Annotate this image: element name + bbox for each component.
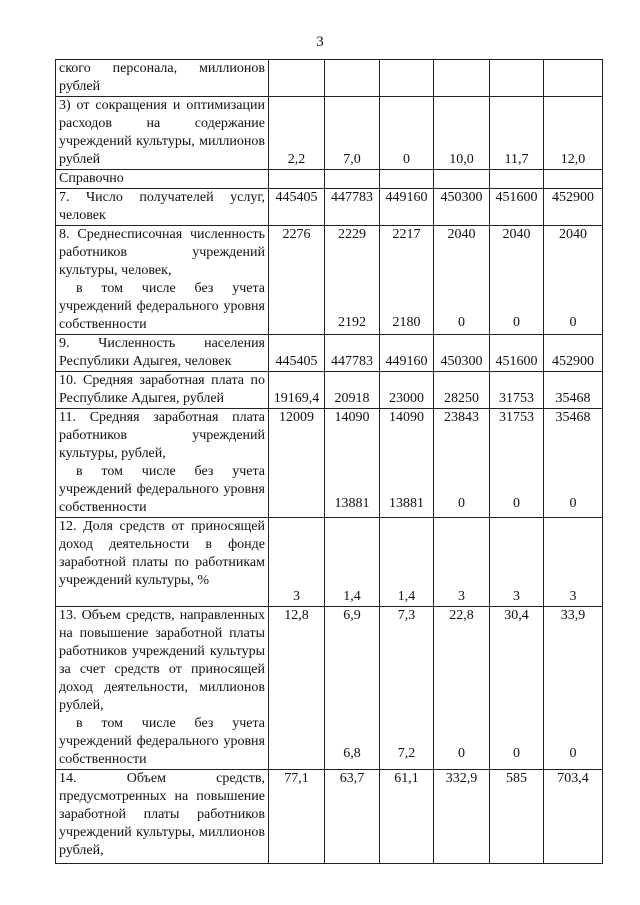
value-cell: 23843 0 bbox=[434, 409, 490, 518]
value-cell: 30,4 0 bbox=[490, 607, 544, 770]
table-row bbox=[56, 770, 603, 864]
table-row bbox=[56, 60, 603, 97]
row-description-sub: в том числе без учета учреждений федерального уровня собственности bbox=[59, 716, 265, 767]
row-description-sub: в том числе без учета учреждений федерального уровня собственности bbox=[59, 464, 265, 515]
value-cell: 452900 bbox=[544, 335, 603, 372]
value-cell: 7,0 bbox=[325, 97, 380, 170]
value-cell: 10,0 bbox=[434, 97, 490, 170]
row-description: 12. Доля средств от приносящей доход деятельности в фонде заработной платы по работникам учреждений культуры, % bbox=[56, 518, 269, 607]
row-description bbox=[56, 607, 269, 770]
value-cell: 2276 bbox=[269, 226, 325, 335]
row-description: ского персонала, миллионов рублей bbox=[56, 60, 269, 97]
value-cell: 14090 13881 bbox=[325, 409, 380, 518]
value-cell: 452900 bbox=[544, 189, 603, 226]
value-cell: 449160 bbox=[380, 189, 434, 226]
value-cell: 77,1 bbox=[269, 770, 325, 864]
table-row bbox=[56, 607, 603, 770]
row-description: 10. Средняя заработная плата по Республике Адыгея, рублей bbox=[56, 372, 269, 409]
value-cell: 0 bbox=[380, 97, 434, 170]
value-cell: 450300 bbox=[434, 335, 490, 372]
value-cell: 1,4 bbox=[380, 518, 434, 607]
value-cell: 31753 bbox=[490, 372, 544, 409]
row-description: 9. Численность населения Республики Адыгея, человек bbox=[56, 335, 269, 372]
value-cell: 12,0 bbox=[544, 97, 603, 170]
value-cell: 2217 2180 bbox=[380, 226, 434, 335]
value-cell: 2040 0 bbox=[544, 226, 603, 335]
value-cell: 2229 2192 bbox=[325, 226, 380, 335]
value-cell: 585 bbox=[490, 770, 544, 864]
table-row bbox=[56, 97, 603, 170]
value-cell: 11,7 bbox=[490, 97, 544, 170]
value-cell: 449160 bbox=[380, 335, 434, 372]
value-cell: 332,9 bbox=[434, 770, 490, 864]
value-cell: 6,9 6,8 bbox=[325, 607, 380, 770]
table-row bbox=[56, 372, 603, 409]
value-cell: 445405 bbox=[269, 189, 325, 226]
value-cell: 14090 13881 bbox=[380, 409, 434, 518]
value-cell: 12,8 bbox=[269, 607, 325, 770]
value-cell: 61,1 bbox=[380, 770, 434, 864]
row-description bbox=[56, 409, 269, 518]
page-number: 3 bbox=[316, 34, 324, 50]
value-cell: 451600 bbox=[490, 189, 544, 226]
value-cell: 7,3 7,2 bbox=[380, 607, 434, 770]
value-cell: 3 bbox=[544, 518, 603, 607]
row-description-sub: в том числе без учета учреждений федерального уровня собственности bbox=[59, 281, 265, 332]
value-cell: 31753 0 bbox=[490, 409, 544, 518]
table-row bbox=[56, 170, 603, 189]
value-cell: 3 bbox=[490, 518, 544, 607]
value-cell: 35468 0 bbox=[544, 409, 603, 518]
row-description: 3) от сокращения и оптимизации расходов на содержание учреждений культуры, миллионов рублей bbox=[56, 97, 269, 170]
value-cell: 33,9 0 bbox=[544, 607, 603, 770]
row-description: 14. Объем средств, предусмотренных на повышение заработной платы работников учреждений культуры, миллионов рублей, bbox=[56, 770, 269, 864]
row-description-main: 13. Объем средств, направленных на повышение заработной платы работников учреждений культуры за счет средств от приносящей доход деятельности, миллионов рублей, bbox=[59, 608, 265, 713]
value-cell: 12009 bbox=[269, 409, 325, 518]
row-description: 7. Число получателей услуг, человек bbox=[56, 189, 269, 226]
table-row bbox=[56, 226, 603, 335]
value-cell: 1,4 bbox=[325, 518, 380, 607]
value-cell: 35468 bbox=[544, 372, 603, 409]
value-cell: 447783 bbox=[325, 335, 380, 372]
value-cell: 19169,4 bbox=[269, 372, 325, 409]
value-cell: 28250 bbox=[434, 372, 490, 409]
table-row bbox=[56, 518, 603, 607]
value-cell: 2040 0 bbox=[434, 226, 490, 335]
table-row bbox=[56, 189, 603, 226]
row-description-main: 11. Средняя заработная плата работников учреждений культуры, рублей, bbox=[59, 410, 265, 461]
indicators-table bbox=[55, 59, 603, 864]
value-cell: 22,8 0 bbox=[434, 607, 490, 770]
value-cell: 2040 0 bbox=[490, 226, 544, 335]
value-cell: 3 bbox=[269, 518, 325, 607]
value-cell: 63,7 bbox=[325, 770, 380, 864]
value-cell: 20918 bbox=[325, 372, 380, 409]
table-row bbox=[56, 335, 603, 372]
value-cell: 447783 bbox=[325, 189, 380, 226]
row-description bbox=[56, 226, 269, 335]
value-cell: 451600 bbox=[490, 335, 544, 372]
value-cell: 2,2 bbox=[269, 97, 325, 170]
value-cell: 703,4 bbox=[544, 770, 603, 864]
value-cell: 445405 bbox=[269, 335, 325, 372]
row-description: Справочно bbox=[56, 170, 269, 189]
table-row bbox=[56, 409, 603, 518]
value-cell: 3 bbox=[434, 518, 490, 607]
row-description-main: 8. Среднесписочная численность работников учреждений культуры, человек, bbox=[59, 227, 265, 278]
value-cell: 23000 bbox=[380, 372, 434, 409]
value-cell: 450300 bbox=[434, 189, 490, 226]
